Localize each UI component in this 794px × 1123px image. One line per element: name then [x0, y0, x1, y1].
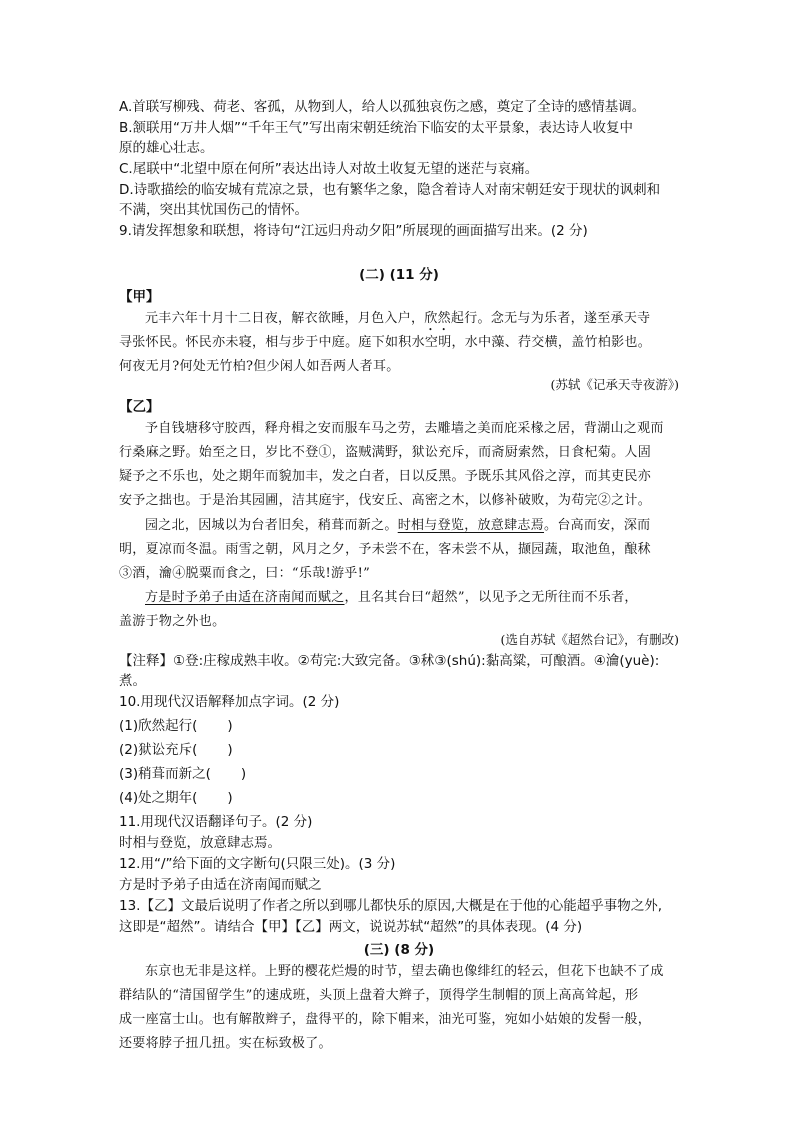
- notes-line1: 【注释】①登:庄稼成熟丰收。②苟完:大致完备。③秫③(shú):黏高粱，可酿酒。④瀹(yuè):: [119, 653, 660, 669]
- jia-text-1: 元丰六年十月十二日夜，解衣欲睡，月色入户，: [145, 311, 425, 326]
- option-b-line2: 原的雄心壮志。: [119, 140, 214, 156]
- q10-item-3: [119, 764, 679, 784]
- s3-line4: 还要将脖子扭几扭。实在标致极了。: [119, 1036, 332, 1051]
- yi-line5: [119, 516, 679, 536]
- yi-line4: 安予之拙也。于是治其园圃，洁其庭宇，伐安丘、高密之木，以修补破败，为苟完②之计。: [119, 493, 652, 508]
- question-13-line1: 13.【乙】文最后说明了作者之所以到哪儿都快乐的原因,大概是在于他的心能超乎事物之外,: [119, 898, 663, 914]
- yi-line3: 疑予之不乐也，处之期年而貌加丰，发之白者，日以反黑。予既乐其风俗之淳，而其吏民亦: [119, 469, 652, 484]
- question-9: 9.请发挥想象和联想，将诗句“江远归舟动夕阳”所展现的画面描写出来。(2 分): [119, 223, 588, 239]
- yi-line9: 盖游于物之外也。: [119, 614, 226, 629]
- yi-line1: 予自钱塘移守胶西，释舟楫之安而服车马之劳，去雕墙之美而庇采椽之居，背湖山之观而: [145, 421, 664, 436]
- yi-line8: [119, 588, 679, 608]
- jia-dotted-word: 欣然: [424, 311, 451, 326]
- yi-line7: ③酒，瀹④脱粟而食之，曰：“乐哉!游乎!”: [119, 566, 371, 581]
- jia-label: 【甲】: [119, 289, 160, 305]
- q10-item-2: [119, 740, 679, 760]
- q10-item-4: [119, 788, 679, 808]
- yi-label: 【乙】: [119, 399, 160, 415]
- notes-line2: 煮。: [119, 673, 146, 689]
- section2-heading: (二) (11 分): [359, 267, 439, 283]
- s3-line1: 东京也无非是这样。上野的樱花烂熳的时节，望去确也像绯红的轻云，但花下也缺不了成: [145, 964, 664, 979]
- yi-line2: 行桑麻之野。始至之日，岁比不登①，盗贼满野，狱讼充斥，而斋厨索然，日食杞菊。人固: [119, 445, 652, 460]
- q10-item-4-text: (4)处之期年(: [119, 790, 198, 806]
- jia-line3: 何夜无月?何处无竹柏?但少闲人如吾两人者耳。: [119, 359, 400, 374]
- q10-item-4-close: ): [227, 790, 233, 806]
- jia-line1: [119, 309, 679, 334]
- option-d-line1: D.诗歌描绘的临安城有荒凉之景，也有繁华之象，隐含着诗人对南宋朝廷安于现状的讽刺和: [119, 182, 661, 198]
- yi-text-5b: 。台高而安，深而: [544, 518, 651, 533]
- question-12: 12.用“/”给下面的文字断句(只限三处)。(3 分): [119, 856, 396, 872]
- q12-sentence: 方是时予弟子由适在济南闻而赋之: [119, 877, 322, 893]
- q10-item-3-close: ): [240, 766, 247, 782]
- yi-underlined-sentence-1: 时相与登览，放意肆志焉: [397, 518, 545, 533]
- question-11: 11.用现代汉语翻译句子。(2 分): [119, 814, 313, 830]
- yi-underlined-sentence-2: 方是时予弟子由适在济南闻而赋之: [145, 590, 345, 605]
- q10-item-1-text: (1)欣然起行(: [119, 718, 198, 734]
- s3-line3: 成一座富士山。也有解散辫子，盘得平的，除下帽来，油光可鉴，宛如小姑娘的发髻一般，: [119, 1012, 652, 1027]
- q11-sentence: 时相与登览，放意肆志焉。: [119, 835, 281, 851]
- q10-item-2-text: (2)狱讼充斥(: [119, 742, 198, 758]
- s3-line2: 群结队的“清国留学生”的速成班，头顶上盘着大辫子，顶得学生制帽的顶上高高耸起，形: [119, 988, 639, 1003]
- yi-text-8: ，且名其台曰“超然”，以见予之无所往而不乐者，: [344, 590, 638, 605]
- option-a: A.首联写柳残、荷老、客孤，从物到人，给人以孤独哀伤之感，奠定了全诗的感情基调。: [119, 99, 646, 115]
- option-d-line2: 不满，突出其忧国伤己的情怀。: [119, 202, 308, 218]
- yi-line6: 明，夏凉而冬温。雨雪之朝，风月之夕，予未尝不在，客未尝不从，撷园蔬，取池鱼，酿秫: [119, 542, 652, 557]
- q10-item-2-close: ): [227, 742, 233, 758]
- q10-item-1: [119, 716, 679, 736]
- jia-line2: 寻张怀民。怀民亦未寝，相与步于中庭。庭下如积水空明，水中藻、荇交横，盖竹柏影也。: [119, 335, 652, 350]
- question-13-line2: 这即是“超然”。请结合【甲】【乙】两文，说说苏轼“超然”的具体表现。(4 分): [119, 919, 583, 935]
- q10-item-3-text: (3)稍葺而新之(: [119, 766, 211, 782]
- yi-source: (选自苏轼《超然台记》，有删改): [500, 632, 679, 647]
- q10-item-1-close: ): [227, 718, 233, 734]
- question-10: 10.用现代汉语解释加点字词。(2 分): [119, 694, 340, 710]
- option-c: C.尾联中“北望中原在何所”表达出诗人对故土收复无望的迷茫与哀痛。: [119, 161, 539, 177]
- section3-heading: (三) (8 分): [363, 942, 435, 958]
- jia-text-2: 起行。念无与为乐者，遂至承天寺: [450, 311, 651, 326]
- yi-text-5a: 园之北，因城以为台者旧矣，稍葺而新之。: [145, 518, 398, 533]
- option-b-line1: B.颔联用“万井人烟”“千年王气”写出南宋朝廷统治下临安的太平景象，表达诗人收复中: [119, 120, 634, 136]
- jia-source: (苏轼《记承天寺夜游》): [550, 377, 679, 392]
